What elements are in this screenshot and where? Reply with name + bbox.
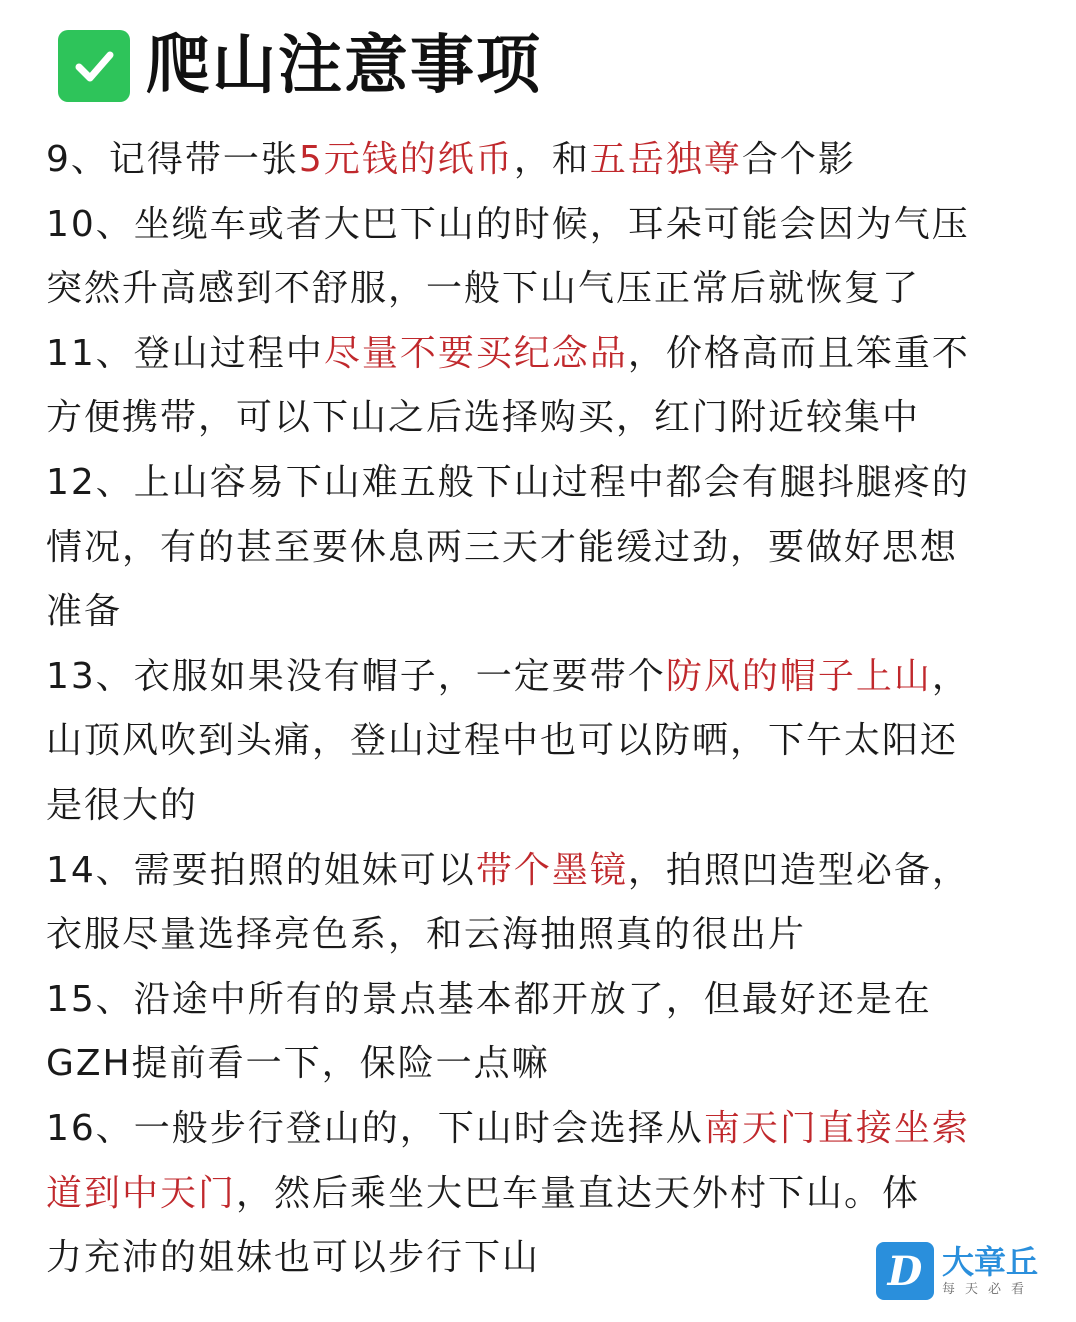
text-line <box>46 193 1036 258</box>
text-segment: ，然后乘坐大巴车量直达天外村下山。体 <box>236 1172 921 1214</box>
text-segment: 16、一般步行登山的，下山时会选择从 <box>46 1107 704 1149</box>
text-line <box>46 1162 1036 1227</box>
text-line <box>46 128 1036 193</box>
highlighted-text: 南天门直接坐索 <box>703 1107 970 1149</box>
check-icon <box>58 30 130 102</box>
text-segment: ，价格高而且笨重不 <box>627 332 970 374</box>
highlighted-text: 带个墨镜 <box>475 849 628 891</box>
watermark-name: 大章丘 <box>942 1243 1039 1281</box>
text-line <box>46 903 1036 968</box>
text-segment: GZH提前看一下，保险一点嘛 <box>46 1043 550 1085</box>
text-segment: 11、登山过程中 <box>46 332 324 374</box>
text-line <box>46 645 1036 710</box>
text-line <box>46 451 1036 516</box>
text-segment: 准备 <box>46 591 123 633</box>
text-segment: 山顶风吹到头痛，登山过程中也可以防晒，下午太阳还 <box>46 720 959 762</box>
text-segment: ， <box>931 655 970 697</box>
text-segment: 12、上山容易下山难五般下山过程中都会有腿抖腿疼的 <box>46 461 970 503</box>
text-line <box>46 257 1036 322</box>
text-line <box>46 516 1036 581</box>
text-line <box>46 322 1036 387</box>
highlighted-text: 尽量不要买纪念品 <box>323 332 628 374</box>
text-line <box>46 968 1036 1033</box>
text-line <box>46 839 1036 904</box>
text-segment: ，和 <box>513 139 590 180</box>
watermark <box>876 1226 1072 1316</box>
text-segment: 突然升高感到不舒服，一般下山气压正常后就恢复了 <box>46 268 921 310</box>
text-segment: 15、沿途中所有的景点基本都开放了，但最好还是在 <box>46 978 932 1020</box>
text-segment: 9、记得带一张 <box>46 139 299 180</box>
highlighted-text: 防风的帽子上山 <box>665 655 932 697</box>
text-line <box>46 709 1036 774</box>
text-segment: 力充沛的姐妹也可以步行下山 <box>46 1237 541 1279</box>
highlighted-text: 五岳独尊 <box>589 139 742 180</box>
text-line <box>46 1097 1036 1162</box>
text-segment: 13、衣服如果没有帽子，一定要带个 <box>46 655 666 697</box>
text-segment: 10、坐缆车或者大巴下山的时候，耳朵可能会因为气压 <box>46 203 970 245</box>
watermark-logo-letter: D <box>887 1247 923 1295</box>
highlighted-text: 道到中天门 <box>46 1172 237 1214</box>
text-segment: 方便携带，可以下山之后选择购买，红门附近较集中 <box>46 397 921 439</box>
highlighted-text: 5元钱的纸币 <box>298 139 514 180</box>
text-segment: ，拍照凹造型必备， <box>627 849 970 891</box>
text-segment: 是很大的 <box>46 784 199 826</box>
watermark-text <box>942 1243 1038 1299</box>
watermark-logo-icon <box>876 1242 934 1300</box>
text-segment: 情况，有的甚至要休息两三天才能缓过劲，要做好思想 <box>46 526 959 568</box>
text-segment: 衣服尽量选择亮色系，和云海抽照真的很出片 <box>46 914 807 956</box>
text-line <box>46 580 1036 645</box>
watermark-slogan: 每天必看 <box>942 1282 1035 1297</box>
text-segment: 合个影 <box>741 139 856 180</box>
text-line <box>46 1032 1036 1097</box>
page-header <box>58 22 542 110</box>
text-line <box>46 386 1036 451</box>
text-segment: 14、需要拍照的姐妹可以 <box>46 849 476 891</box>
text-line <box>46 774 1036 839</box>
tips-list <box>46 128 1039 1291</box>
page-title: 爬山注意事项 <box>146 29 542 103</box>
